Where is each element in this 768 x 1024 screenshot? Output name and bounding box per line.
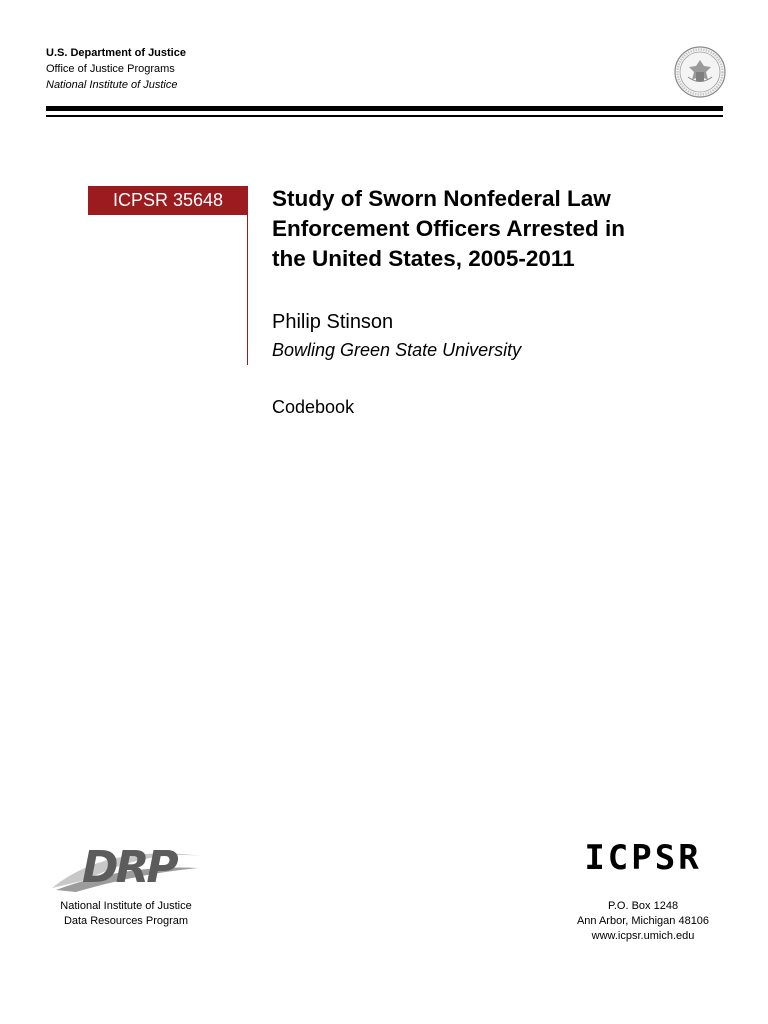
document-type: Codebook — [272, 397, 355, 417]
doj-seal-icon — [674, 46, 726, 98]
svg-text:DRP: DRP — [82, 842, 176, 893]
study-id-badge: ICPSR 35648 — [88, 186, 248, 215]
author-affiliation: Bowling Green State University — [272, 340, 522, 360]
office-name: Office of Justice Programs — [46, 63, 175, 75]
institute-name: National Institute of Justice — [46, 79, 178, 91]
drp-logo — [46, 834, 206, 898]
header-rule-thick — [46, 106, 723, 111]
address-po-box: P.O. Box 1248 — [607, 900, 679, 912]
icpsr-logo: ICPSR — [584, 838, 702, 878]
icpsr-website: www.icpsr.umich.edu — [591, 930, 695, 942]
drp-line-program: Data Resources Program — [63, 915, 189, 927]
header-rule-thin — [46, 115, 723, 117]
accent-vertical-line — [247, 215, 248, 365]
title-line: the United States, 2005-2011 — [272, 246, 575, 271]
department-name: U.S. Department of Justice — [46, 47, 186, 59]
title-line: Study of Sworn Nonfederal Law — [272, 186, 611, 211]
title-line: Enforcement Officers Arrested in — [272, 216, 626, 241]
author-name: Philip Stinson — [272, 311, 394, 333]
drp-line-institute: National Institute of Justice — [60, 900, 192, 912]
address-city: Ann Arbor, Michigan 48106 — [576, 915, 710, 927]
document-title — [272, 184, 712, 274]
